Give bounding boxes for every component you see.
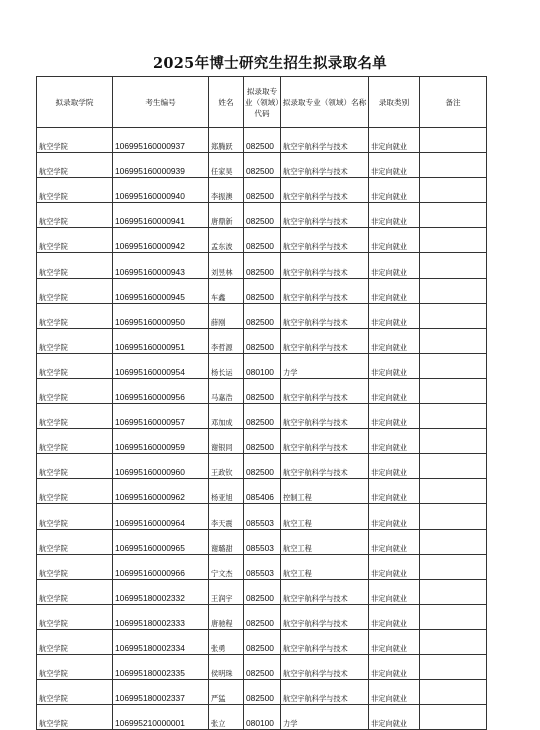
cell-college: 航空学院 xyxy=(37,479,113,504)
cell-remarks xyxy=(420,554,487,579)
cell-major-code: 082500 xyxy=(244,454,281,479)
cell-exam-no: 106995160000960 xyxy=(113,454,209,479)
header-category: 录取类别 xyxy=(369,77,420,128)
cell-exam-no: 106995160000954 xyxy=(113,353,209,378)
cell-category: 非定向就业 xyxy=(369,429,420,454)
cell-college: 航空学院 xyxy=(37,178,113,203)
table-row xyxy=(37,579,487,604)
cell-college: 航空学院 xyxy=(37,128,113,153)
cell-exam-no: 106995160000965 xyxy=(113,529,209,554)
cell-college: 航空学院 xyxy=(37,504,113,529)
cell-name: 刘昱林 xyxy=(209,253,244,278)
cell-major-code: 085503 xyxy=(244,529,281,554)
cell-college: 航空学院 xyxy=(37,654,113,679)
cell-exam-no: 106995210000001 xyxy=(113,705,209,730)
cell-name: 谢银同 xyxy=(209,429,244,454)
cell-remarks xyxy=(420,278,487,303)
cell-major-code: 082500 xyxy=(244,228,281,253)
cell-name: 邓加成 xyxy=(209,404,244,429)
cell-name: 杨亚旭 xyxy=(209,479,244,504)
cell-major-name: 力学 xyxy=(281,353,369,378)
cell-remarks xyxy=(420,303,487,328)
cell-name: 孟东波 xyxy=(209,228,244,253)
cell-major-name: 航空工程 xyxy=(281,504,369,529)
cell-college: 航空学院 xyxy=(37,328,113,353)
cell-major-code: 085503 xyxy=(244,554,281,579)
cell-college: 航空学院 xyxy=(37,680,113,705)
cell-major-name: 航空宇航科学与技术 xyxy=(281,604,369,629)
table-row xyxy=(37,278,487,303)
cell-major-name: 力学 xyxy=(281,705,369,730)
cell-remarks xyxy=(420,353,487,378)
cell-major-name: 航空宇航科学与技术 xyxy=(281,654,369,679)
cell-exam-no: 106995160000941 xyxy=(113,203,209,228)
table-row xyxy=(37,604,487,629)
cell-category: 非定向就业 xyxy=(369,178,420,203)
cell-name: 车鑫 xyxy=(209,278,244,303)
cell-remarks xyxy=(420,153,487,178)
cell-college: 航空学院 xyxy=(37,378,113,403)
cell-remarks xyxy=(420,128,487,153)
table-row xyxy=(37,479,487,504)
cell-name: 郑腾跃 xyxy=(209,128,244,153)
cell-major-code: 082500 xyxy=(244,203,281,228)
cell-college: 航空学院 xyxy=(37,303,113,328)
cell-major-code: 082500 xyxy=(244,629,281,654)
cell-college: 航空学院 xyxy=(37,454,113,479)
cell-major-name: 航空宇航科学与技术 xyxy=(281,429,369,454)
cell-major-code: 080100 xyxy=(244,705,281,730)
cell-major-code: 082500 xyxy=(244,178,281,203)
cell-remarks xyxy=(420,404,487,429)
cell-remarks xyxy=(420,680,487,705)
table-row xyxy=(37,203,487,228)
header-major-code: 拟录取专业（领域）代码 xyxy=(244,77,281,128)
cell-category: 非定向就业 xyxy=(369,328,420,353)
cell-exam-no: 106995180002333 xyxy=(113,604,209,629)
cell-college: 航空学院 xyxy=(37,228,113,253)
cell-remarks xyxy=(420,604,487,629)
table-row xyxy=(37,454,487,479)
cell-major-code: 082500 xyxy=(244,378,281,403)
cell-remarks xyxy=(420,454,487,479)
cell-name: 李振澳 xyxy=(209,178,244,203)
cell-exam-no: 106995160000951 xyxy=(113,328,209,353)
cell-major-code: 082500 xyxy=(244,680,281,705)
header-college: 拟录取学院 xyxy=(37,77,113,128)
cell-major-name: 航空宇航科学与技术 xyxy=(281,378,369,403)
cell-exam-no: 106995160000962 xyxy=(113,479,209,504)
table-row xyxy=(37,303,487,328)
cell-category: 非定向就业 xyxy=(369,680,420,705)
cell-major-code: 082500 xyxy=(244,604,281,629)
cell-remarks xyxy=(420,479,487,504)
cell-major-name: 航空宇航科学与技术 xyxy=(281,228,369,253)
cell-major-name: 航空工程 xyxy=(281,529,369,554)
cell-exam-no: 106995160000945 xyxy=(113,278,209,303)
header-major-name: 拟录取专业（领域）名称 xyxy=(281,77,369,128)
header-exam-no: 考生编号 xyxy=(113,77,209,128)
cell-category: 非定向就业 xyxy=(369,278,420,303)
cell-name: 杨长运 xyxy=(209,353,244,378)
cell-exam-no: 106995160000964 xyxy=(113,504,209,529)
cell-exam-no: 106995180002337 xyxy=(113,680,209,705)
cell-remarks xyxy=(420,203,487,228)
cell-major-name: 航空宇航科学与技术 xyxy=(281,629,369,654)
cell-category: 非定向就业 xyxy=(369,454,420,479)
cell-name: 侯明珠 xyxy=(209,654,244,679)
table-row xyxy=(37,253,487,278)
cell-college: 航空学院 xyxy=(37,353,113,378)
cell-remarks xyxy=(420,705,487,730)
cell-name: 马嘉浩 xyxy=(209,378,244,403)
cell-major-code: 082500 xyxy=(244,128,281,153)
cell-category: 非定向就业 xyxy=(369,579,420,604)
cell-major-code: 082500 xyxy=(244,579,281,604)
cell-major-code: 082500 xyxy=(244,328,281,353)
table-row xyxy=(37,554,487,579)
table-header-row xyxy=(37,77,487,128)
cell-college: 航空学院 xyxy=(37,429,113,454)
table-row xyxy=(37,178,487,203)
cell-college: 航空学院 xyxy=(37,278,113,303)
cell-exam-no: 106995160000956 xyxy=(113,378,209,403)
cell-major-code: 082500 xyxy=(244,278,281,303)
cell-remarks xyxy=(420,328,487,353)
cell-exam-no: 106995160000957 xyxy=(113,404,209,429)
cell-category: 非定向就业 xyxy=(369,404,420,429)
cell-exam-no: 106995160000937 xyxy=(113,128,209,153)
cell-name: 李天震 xyxy=(209,504,244,529)
cell-college: 航空学院 xyxy=(37,203,113,228)
cell-exam-no: 106995180002334 xyxy=(113,629,209,654)
cell-name: 张勇 xyxy=(209,629,244,654)
cell-college: 航空学院 xyxy=(37,529,113,554)
table-row xyxy=(37,353,487,378)
cell-name: 李哲源 xyxy=(209,328,244,353)
cell-name: 王润宇 xyxy=(209,579,244,604)
cell-exam-no: 106995160000942 xyxy=(113,228,209,253)
cell-major-name: 控制工程 xyxy=(281,479,369,504)
cell-major-name: 航空宇航科学与技术 xyxy=(281,178,369,203)
cell-major-code: 085503 xyxy=(244,504,281,529)
cell-exam-no: 106995160000959 xyxy=(113,429,209,454)
cell-major-name: 航空宇航科学与技术 xyxy=(281,404,369,429)
cell-major-code: 082500 xyxy=(244,404,281,429)
table-row xyxy=(37,153,487,178)
cell-major-name: 航空宇航科学与技术 xyxy=(281,153,369,178)
table-row xyxy=(37,404,487,429)
cell-college: 航空学院 xyxy=(37,604,113,629)
cell-college: 航空学院 xyxy=(37,554,113,579)
cell-major-code: 082500 xyxy=(244,429,281,454)
table-row xyxy=(37,429,487,454)
cell-category: 非定向就业 xyxy=(369,353,420,378)
table-row xyxy=(37,629,487,654)
cell-category: 非定向就业 xyxy=(369,253,420,278)
cell-college: 航空学院 xyxy=(37,579,113,604)
table-row xyxy=(37,228,487,253)
cell-major-code: 085406 xyxy=(244,479,281,504)
page-title: 2025年博士研究生招生拟录取名单 xyxy=(153,55,387,72)
header-name: 姓名 xyxy=(209,77,244,128)
table-row xyxy=(37,128,487,153)
cell-category: 非定向就业 xyxy=(369,303,420,328)
cell-name: 张立 xyxy=(209,705,244,730)
cell-college: 航空学院 xyxy=(37,629,113,654)
cell-major-code: 082500 xyxy=(244,303,281,328)
cell-remarks xyxy=(420,504,487,529)
cell-major-name: 航空宇航科学与技术 xyxy=(281,680,369,705)
table-row xyxy=(37,680,487,705)
cell-remarks xyxy=(420,629,487,654)
cell-major-name: 航空宇航科学与技术 xyxy=(281,328,369,353)
cell-major-code: 082500 xyxy=(244,153,281,178)
cell-major-name: 航空宇航科学与技术 xyxy=(281,128,369,153)
cell-college: 航空学院 xyxy=(37,253,113,278)
table-row xyxy=(37,328,487,353)
cell-exam-no: 106995160000939 xyxy=(113,153,209,178)
cell-major-name: 航空宇航科学与技术 xyxy=(281,203,369,228)
cell-major-code: 082500 xyxy=(244,253,281,278)
cell-major-name: 航空宇航科学与技术 xyxy=(281,579,369,604)
cell-major-name: 航空宇航科学与技术 xyxy=(281,454,369,479)
table-row xyxy=(37,378,487,403)
cell-remarks xyxy=(420,529,487,554)
cell-category: 非定向就业 xyxy=(369,128,420,153)
table-row xyxy=(37,504,487,529)
cell-category: 非定向就业 xyxy=(369,378,420,403)
cell-exam-no: 106995180002332 xyxy=(113,579,209,604)
cell-category: 非定向就业 xyxy=(369,554,420,579)
cell-college: 航空学院 xyxy=(37,404,113,429)
cell-name: 严猛 xyxy=(209,680,244,705)
cell-remarks xyxy=(420,253,487,278)
cell-name: 薛刚 xyxy=(209,303,244,328)
cell-name: 任家昊 xyxy=(209,153,244,178)
cell-major-name: 航空宇航科学与技术 xyxy=(281,278,369,303)
cell-remarks xyxy=(420,429,487,454)
cell-remarks xyxy=(420,579,487,604)
cell-category: 非定向就业 xyxy=(369,504,420,529)
cell-remarks xyxy=(420,654,487,679)
cell-category: 非定向就业 xyxy=(369,203,420,228)
cell-category: 非定向就业 xyxy=(369,228,420,253)
cell-exam-no: 106995160000950 xyxy=(113,303,209,328)
cell-major-name: 航空宇航科学与技术 xyxy=(281,253,369,278)
table-row xyxy=(37,654,487,679)
cell-remarks xyxy=(420,378,487,403)
cell-category: 非定向就业 xyxy=(369,604,420,629)
cell-category: 非定向就业 xyxy=(369,479,420,504)
cell-name: 唐鼎新 xyxy=(209,203,244,228)
cell-remarks xyxy=(420,178,487,203)
cell-category: 非定向就业 xyxy=(369,629,420,654)
cell-name: 谢璐甜 xyxy=(209,529,244,554)
cell-major-code: 082500 xyxy=(244,654,281,679)
cell-major-name: 航空工程 xyxy=(281,554,369,579)
table-row xyxy=(37,705,487,730)
cell-exam-no: 106995160000943 xyxy=(113,253,209,278)
cell-major-code: 080100 xyxy=(244,353,281,378)
cell-college: 航空学院 xyxy=(37,153,113,178)
cell-category: 非定向就业 xyxy=(369,654,420,679)
header-remarks: 备注 xyxy=(420,77,487,128)
cell-exam-no: 106995160000966 xyxy=(113,554,209,579)
cell-name: 宁文杰 xyxy=(209,554,244,579)
cell-category: 非定向就业 xyxy=(369,529,420,554)
cell-name: 王政钦 xyxy=(209,454,244,479)
cell-major-name: 航空宇航科学与技术 xyxy=(281,303,369,328)
cell-category: 非定向就业 xyxy=(369,705,420,730)
cell-name: 唐驰程 xyxy=(209,604,244,629)
cell-remarks xyxy=(420,228,487,253)
cell-college: 航空学院 xyxy=(37,705,113,730)
cell-exam-no: 106995180002335 xyxy=(113,654,209,679)
admission-table xyxy=(36,76,487,730)
table-row xyxy=(37,529,487,554)
cell-exam-no: 106995160000940 xyxy=(113,178,209,203)
cell-category: 非定向就业 xyxy=(369,153,420,178)
